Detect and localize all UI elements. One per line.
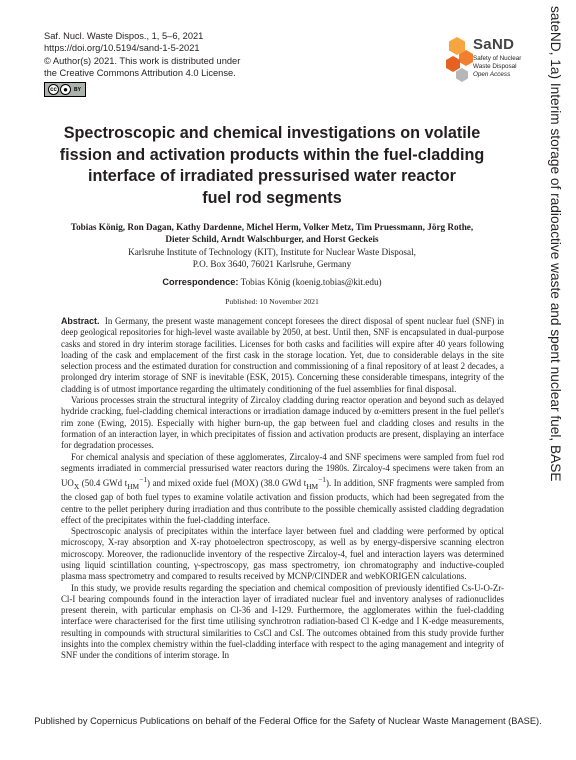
affiliation-line: Karlsruhe Institute of Technology (KIT), Institute for Nuclear Waste Disposal,: [128, 247, 416, 257]
published-date: Published: 10 November 2021: [225, 297, 319, 306]
journal-logo-sub2: Waste Disposal: [473, 63, 517, 70]
doi-link[interactable]: https://doi.org/10.5194/sand-1-5-2021: [44, 43, 200, 54]
journal-logo[interactable]: [440, 36, 540, 86]
journal-logo-subtitle: [473, 55, 521, 79]
abstract-text: (50.4 GWd t: [79, 478, 128, 489]
abstract-paragraph: [61, 526, 504, 582]
open-access-label: Open Access: [473, 71, 511, 78]
abstract-text: In Germany, the present waste management concept foresees the direct disposal of spent nuclear fuel (SNF) in deep geological repositories for high-level waste available by 2050, at best. Until then, SNF is encapsulated in dual-purpose casks and stored in dry interim storage facilities. Licenses for both casks and facilities will expire after 40 years following loading of the cask and emplacement of the first cask in the storage location. Yet, due to considerable delays in the site selection process and the estimated duration for construction and commissioning of a final repository of at least 2 decades, a prolonged dry interim storage of SNF is inevitable (ESK, 2015). Concerning these considerable timespans, integrity of the cladding is of utmost importance regarding the ultimately conditioning of the fuel assemblies for final disposal.: [61, 316, 504, 394]
journal-logo-name: SaND: [473, 36, 515, 53]
abstract-paragraph: [61, 395, 504, 451]
author-list: [40, 222, 504, 246]
correspondence: [40, 277, 504, 287]
citation-block: [44, 30, 304, 79]
superscript-minus-one: −1: [139, 475, 148, 485]
paper-title: [40, 123, 504, 209]
abstract-paragraph: [61, 583, 504, 662]
side-banner: [540, 2, 574, 758]
abstract-paragraph: [61, 452, 504, 527]
creative-commons-by-icon[interactable]: [44, 82, 86, 97]
copyright-line: © Author(s) 2021. This work is distributed under: [44, 55, 241, 66]
abstract-text: ). In addition, SNF fragments were sampled from the closed gap of both fuel types to examine volatile activation and fission products, which had been segregated from the centre to the pellet periphery during irradiation and thus contribute to the possible chemically assisted cladding degradation effect of the precipitates within the fuel-cladding interface.: [61, 478, 504, 525]
side-banner-text: sateND, 1a) Interim storage of radioactive waste and spent nuclear fuel, BASE: [548, 6, 563, 482]
subscript-hm: HM: [127, 481, 140, 491]
person-icon: ●: [60, 84, 71, 95]
abstract: [61, 316, 504, 662]
abstract-text: Various processes strain the structural integrity of Zircaloy cladding during reactor operation and beyond such as delayed hydride cracking, fuel-cladding chemical interactions or irradiation damage induced by α-emitters present in the fuel pellet's rim zone (Ewing, 2015). Especially with higher burn-up, the gap between fuel and cladding closes and results in the formation of an interaction layer, in which precipitates of fission and activation products are present, displaying an interface for degradation processes.: [61, 395, 504, 451]
abstract-text: ) and mixed oxide fuel (MOX) (38.0 GWd t: [147, 478, 307, 489]
correspondence-label: Correspondence:: [162, 277, 239, 287]
hexagon-logo-icon: [440, 36, 474, 86]
correspondence-email[interactable]: Tobias König (koenig.tobias@kit.edu): [240, 277, 382, 287]
subscript-hm: HM: [306, 481, 319, 491]
abstract-text: In this study, we provide results regarding the speciation and chemical composition of previously identified Cs-U-O-Zr-Cl-I bearing compounds found in the interaction layer of irradiated nuclear fuel and inventory analyses of radionuclides present therein, with particular emphasis on Cl-36 and I-129. Furthermore, the agglomerates within the fuel-cladding interface were characterised for the first time utilising synchrotron radiation-based Cl K-edge and I K-edge measurements, resulting in compounds with structural similarities to CsCl and CsI. The outcomes obtained from this study provide further insights into the complex chemistry within the fuel-cladding interface with respect to the aging management and integrity of SNF under the conditions of interim storage. In: [61, 582, 504, 661]
publisher-footer: Published by Copernicus Publications on behalf of the Federal Office for the Safety of Nuclear Waste Management (BASE).: [34, 716, 542, 726]
title-line: interface of irradiated pressurised water reactor: [88, 167, 456, 185]
abstract-paragraph: [61, 316, 504, 395]
author-line: Tobias König, Ron Dagan, Kathy Dardenne, Michel Herm, Volker Metz, Tim Pruessmann, Jörg Rothe,: [70, 222, 474, 232]
cc-icon: cc: [48, 84, 59, 95]
superscript-minus-one: −1: [318, 475, 327, 485]
abstract-text: Spectroscopic analysis of precipitates within the interface layer between fuel and cladding were performed by optical microscopy, X-ray absorption and X-ray photoelectron spectroscopy, as well as by energy-dispersive scanning electron microscopy. Moreover, the radionuclide inventory of the respective Zircaloy-4, fuel and interaction layers was determined using liquid scintillation counting, γ-spectroscopy, gas mass spectrometry, ion chromatography and inductive-coupled plasma mass spectrometry and compared to results received by MCNP/CINDER and webKORIGEN calculations.: [61, 526, 504, 582]
license-line: the Creative Commons Attribution 4.0 License.: [44, 67, 236, 78]
subscript-x: X: [73, 481, 80, 491]
by-label: BY: [74, 86, 81, 93]
title-line: fuel rod segments: [202, 188, 342, 207]
abstract-text: For chemical analysis and speciation of these agglomerates, Zircaloy-4 and SNF specimens were sampled from fuel rod segments irradiated in commercial pressurised water reactors during the 1980s. Zircaloy-4 specimens were taken from an UO: [61, 451, 504, 489]
title-line: fission and activation products within the fuel-cladding: [59, 145, 485, 164]
title-line: Spectroscopic and chemical investigations on volatile: [63, 124, 481, 142]
author-line: Dieter Schild, Arndt Walschburger, and Horst Geckeis: [165, 233, 379, 244]
journal-citation: Saf. Nucl. Waste Dispos., 1, 5–6, 2021: [44, 31, 204, 41]
abstract-label: Abstract.: [61, 316, 100, 326]
affiliation: [40, 247, 504, 271]
journal-logo-sub1: Safety of Nuclear: [473, 55, 522, 62]
affiliation-line: P.O. Box 3640, 76021 Karlsruhe, Germany: [192, 258, 352, 269]
